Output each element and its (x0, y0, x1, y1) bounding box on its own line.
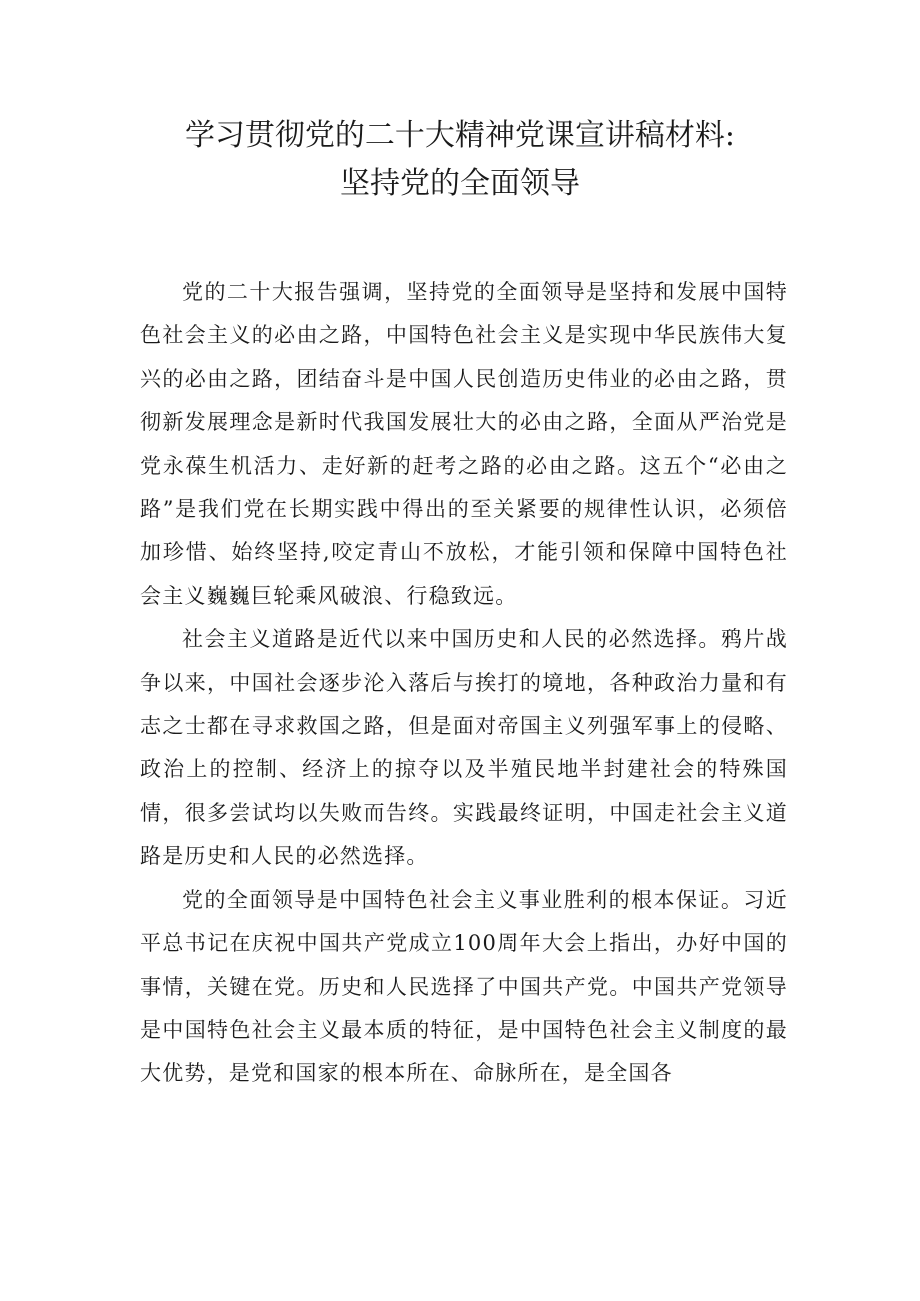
title-line-1: 学习贯彻党的二十大精神党课宣讲稿材料: (184, 118, 736, 153)
title-line-2: 坚持党的全面领导 (340, 166, 580, 201)
document-title (0, 112, 920, 208)
paragraph: 党的二十大报告强调，坚持党的全面领导是坚持和发展中国特色社会主义的必由之路，中国特色社会主义是实现中华民族伟大复兴的必由之路，团结奋斗是中国人民创造历史伟业的必由之路，贯彻新发展理念是新时代我国发展壮大的必由之路，全面从严治党是党永葆生机活力、走好新的赶考之路的必由之路。这五个“必由之路”是我们党在长期实践中得出的至关紧要的规律性认识，必须倍加珍惜、始终坚持,咬定青山不放松，才能引领和保障中国特色社会主义巍巍巨轮乘风破浪、行稳致远。 (140, 280, 788, 608)
document-body (140, 271, 788, 1096)
paragraph: 社会主义道路是近代以来中国历史和人民的必然选择。鸦片战争以来，中国社会逐步沦入落后与挨打的境地，各种政治力量和有志之士都在寻求救国之路，但是面对帝国主义列强军事上的侵略、政治上的控制、经济上的掠夺以及半殖民地半封建社会的特殊国情，很多尝试均以失败而告终。实践最终证明，中国走社会主义道路是历史和人民的必然选择。 (140, 627, 788, 869)
paragraph: 党的全面领导是中国特色社会主义事业胜利的根本保证。习近平总书记在庆祝中国共产党成立100周年大会上指出，办好中国的事情，关键在党。历史和人民选择了中国共产党。中国共产党领导是中国特色社会主义最本质的特征，是中国特色社会主义制度的最大优势，是党和国家的根本所在、命脉所在，是全国各 (140, 887, 788, 1086)
